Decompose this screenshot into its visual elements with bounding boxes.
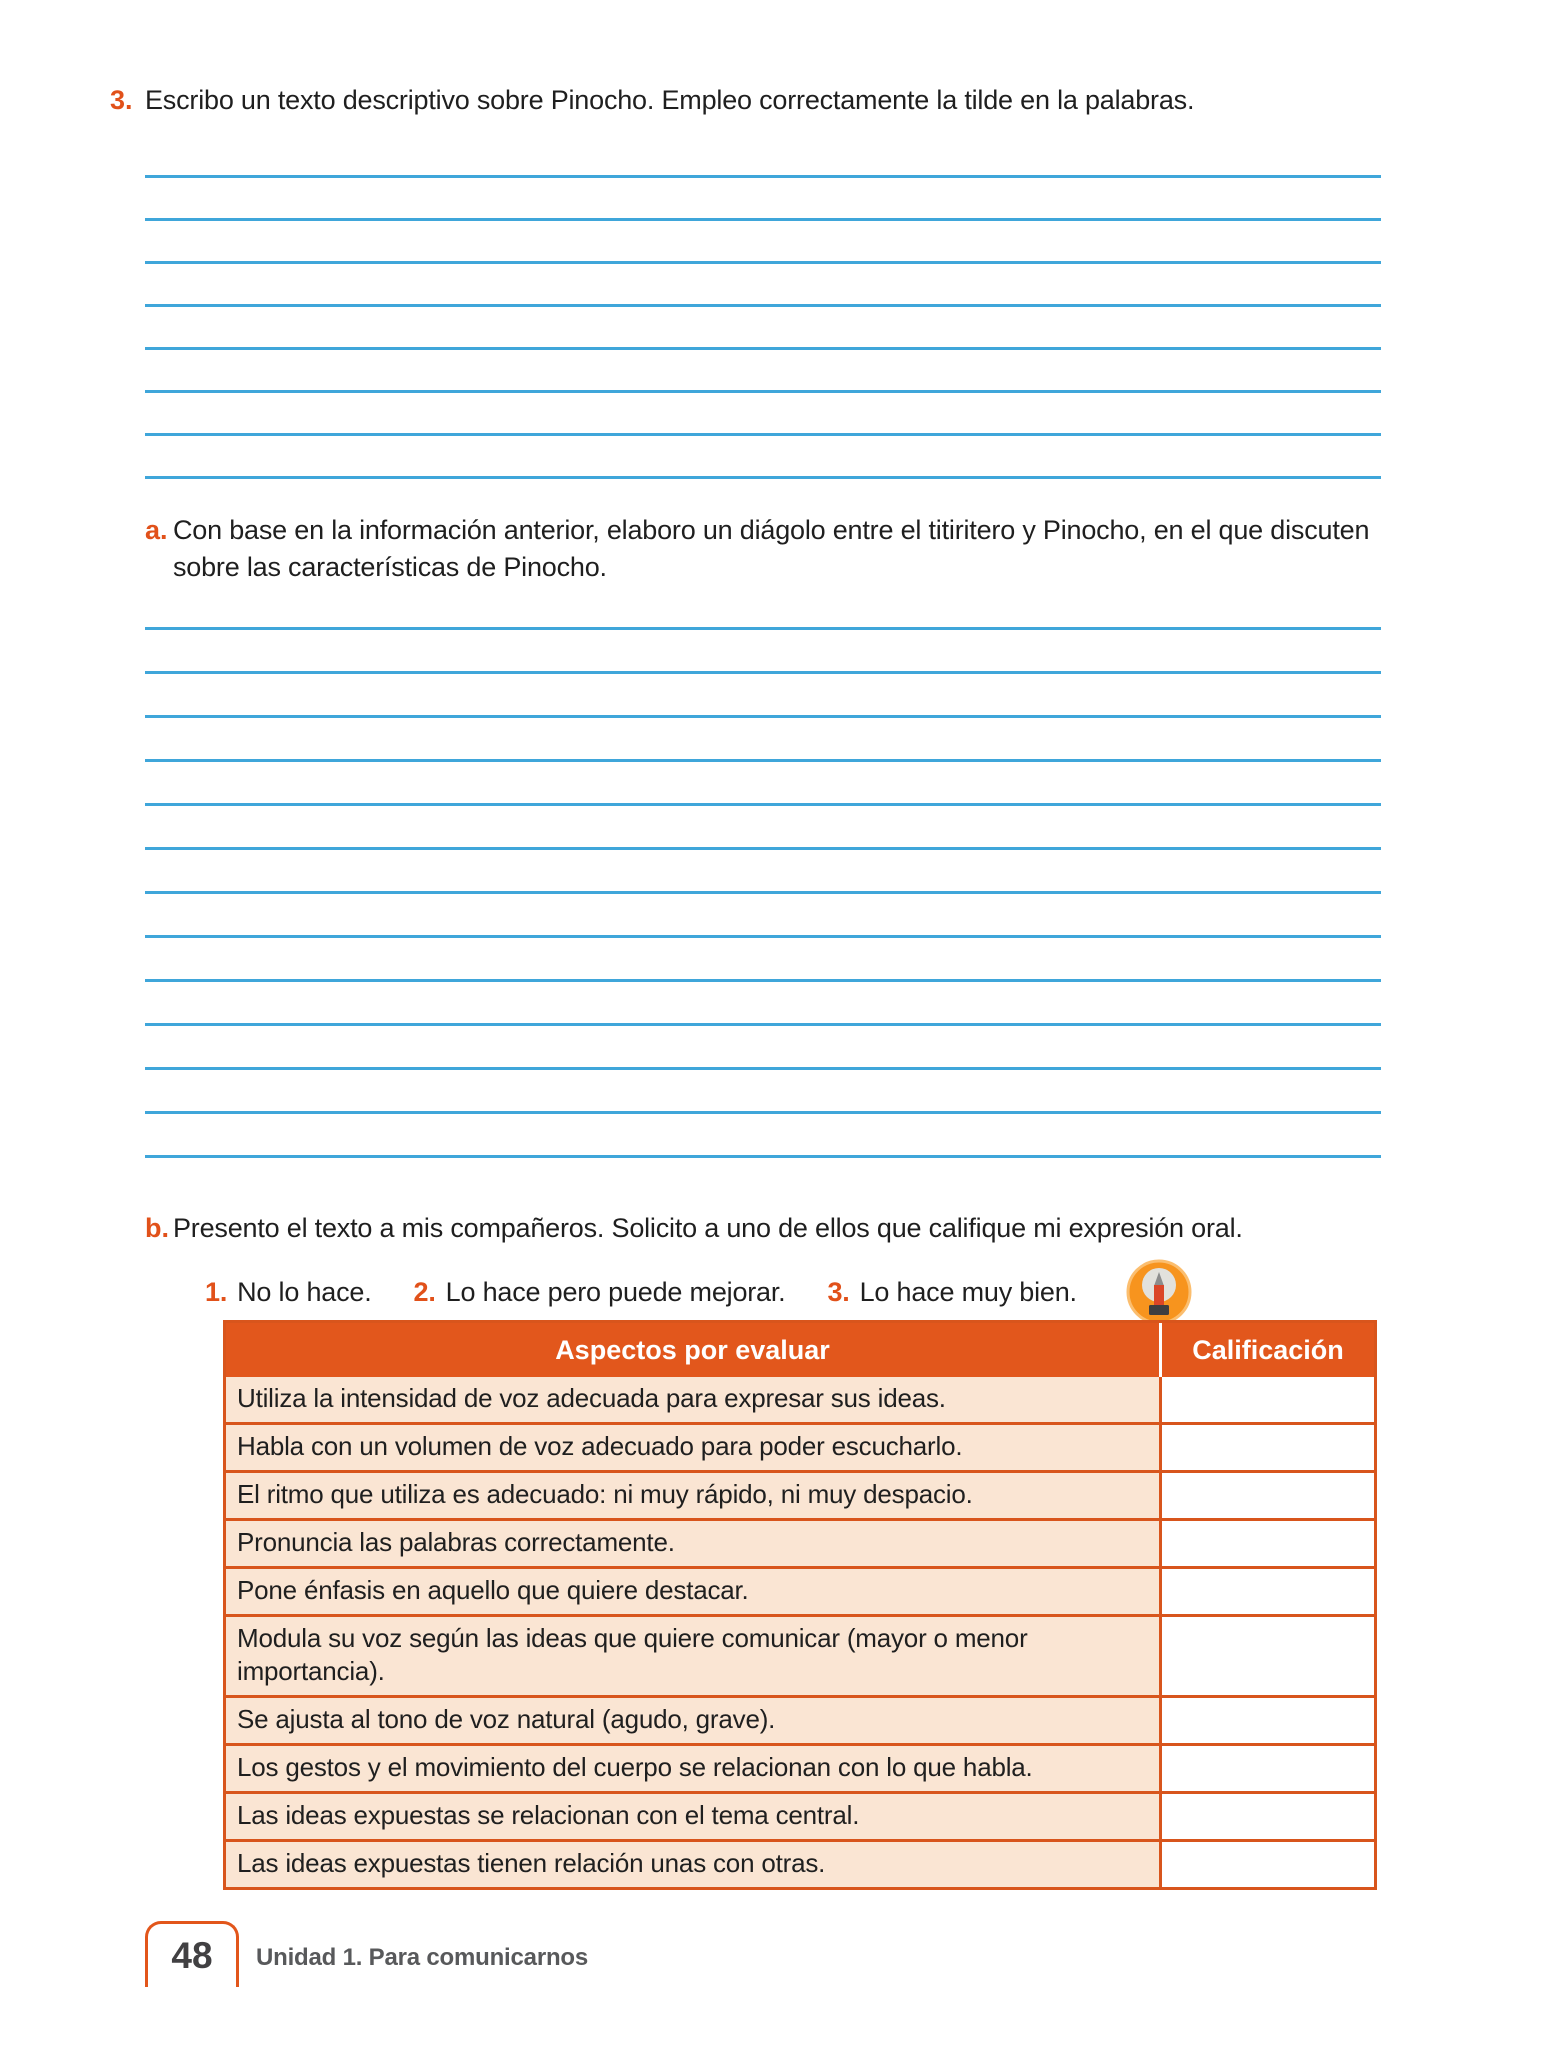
scale-option-2-number: 2.	[413, 1276, 436, 1307]
rubric-rating-cell	[1159, 1569, 1374, 1614]
scale-option-1-label: No lo hace.	[237, 1276, 372, 1307]
exercise-3-answer-lines	[145, 135, 1381, 479]
page-number-box	[145, 1921, 239, 1987]
rubric-table-body	[226, 1377, 1374, 1887]
rubric-row	[226, 1470, 1374, 1518]
unit-footer-label: Unidad 1. Para comunicarnos	[256, 1944, 589, 1971]
writing-line	[145, 221, 1381, 264]
rubric-aspect-cell: Los gestos y el movimiento del cuerpo se relacionan con lo que habla.	[226, 1746, 1159, 1791]
scale-option-1-number: 1.	[205, 1276, 228, 1307]
item-a-label: a.	[145, 515, 168, 545]
item-b-heading	[145, 1210, 1475, 1247]
rubric-rating-cell	[1159, 1617, 1374, 1695]
item-a-instruction: Con base en la información anterior, elaboro un diágolo entre el titiritero y Pinocho, en el que discuten sobre las características de Pinocho.	[173, 515, 1370, 582]
writing-line	[145, 894, 1381, 938]
rubric-rating-cell	[1159, 1521, 1374, 1566]
scale-option-2-label: Lo hace pero puede mejorar.	[445, 1276, 786, 1307]
rubric-rating-cell	[1159, 1842, 1374, 1887]
writing-line	[145, 1114, 1381, 1158]
scale-option-2	[414, 1277, 786, 1308]
writing-line	[145, 762, 1381, 806]
rubric-rating-cell	[1159, 1377, 1374, 1422]
rubric-row	[226, 1695, 1374, 1743]
lightbulb-idea-icon	[1125, 1258, 1193, 1326]
rubric-rating-cell	[1159, 1698, 1374, 1743]
rubric-row	[226, 1791, 1374, 1839]
exercise-3-heading	[110, 82, 1490, 119]
rubric-aspect-cell: Habla con un volumen de voz adecuado para poder escucharlo.	[226, 1425, 1159, 1470]
rubric-row	[226, 1743, 1374, 1791]
rubric-aspect-cell: Pronuncia las palabras correctamente.	[226, 1521, 1159, 1566]
rubric-aspect-cell: Modula su voz según las ideas que quiere comunicar (mayor o menor importancia).	[226, 1617, 1159, 1695]
writing-line	[145, 350, 1381, 393]
item-b-instruction: Presento el texto a mis compañeros. Solicito a uno de ellos que califique mi expresión oral.	[173, 1213, 1243, 1243]
rubric-rating-cell	[1159, 1794, 1374, 1839]
rubric-row	[226, 1614, 1374, 1695]
writing-line	[145, 1026, 1381, 1070]
scale-option-3	[827, 1277, 1076, 1308]
writing-line	[145, 806, 1381, 850]
writing-line	[145, 393, 1381, 436]
exercise-number: 3.	[110, 85, 133, 115]
writing-line	[145, 850, 1381, 894]
rating-scale-row	[205, 1256, 1193, 1328]
scale-option-3-label: Lo hace muy bien.	[859, 1276, 1077, 1307]
writing-line	[145, 264, 1381, 307]
rubric-row	[226, 1377, 1374, 1422]
writing-line	[145, 586, 1381, 630]
page-number: 48	[171, 1934, 213, 1976]
writing-line	[145, 718, 1381, 762]
item-b-label: b.	[145, 1213, 169, 1243]
writing-line	[145, 135, 1381, 178]
writing-line	[145, 982, 1381, 1026]
rubric-table-header	[226, 1323, 1374, 1377]
writing-line	[145, 307, 1381, 350]
rubric-row	[226, 1422, 1374, 1470]
rubric-aspect-cell: El ritmo que utiliza es adecuado: ni muy rápido, ni muy despacio.	[226, 1473, 1159, 1518]
writing-line	[145, 1070, 1381, 1114]
item-a-answer-lines	[145, 586, 1381, 1158]
writing-line	[145, 630, 1381, 674]
rubric-row	[226, 1566, 1374, 1614]
rubric-rating-cell	[1159, 1746, 1374, 1791]
rubric-rating-cell	[1159, 1425, 1374, 1470]
rubric-rating-cell	[1159, 1473, 1374, 1518]
rubric-aspect-cell: Pone énfasis en aquello que quiere destacar.	[226, 1569, 1159, 1614]
scale-option-1	[205, 1277, 372, 1308]
exercise-instruction: Escribo un texto descriptivo sobre Pinocho. Empleo correctamente la tilde en la palabras.	[145, 85, 1195, 115]
rubric-aspect-cell: Las ideas expuestas tienen relación unas con otras.	[226, 1842, 1159, 1887]
rubric-header-aspects: Aspectos por evaluar	[555, 1334, 830, 1365]
writing-line	[145, 178, 1381, 221]
rubric-row	[226, 1839, 1374, 1887]
writing-line	[145, 938, 1381, 982]
scale-option-3-number: 3.	[827, 1276, 850, 1307]
writing-line	[145, 436, 1381, 479]
rubric-table	[223, 1320, 1377, 1890]
rubric-aspect-cell: Utiliza la intensidad de voz adecuada para expresar sus ideas.	[226, 1377, 1159, 1422]
item-a-heading	[145, 512, 1407, 586]
rubric-aspect-cell: Las ideas expuestas se relacionan con el tema central.	[226, 1794, 1159, 1839]
rubric-header-calificacion: Calificación	[1159, 1323, 1374, 1377]
rubric-aspect-cell: Se ajusta al tono de voz natural (agudo, grave).	[226, 1698, 1159, 1743]
writing-line	[145, 674, 1381, 718]
rubric-row	[226, 1518, 1374, 1566]
